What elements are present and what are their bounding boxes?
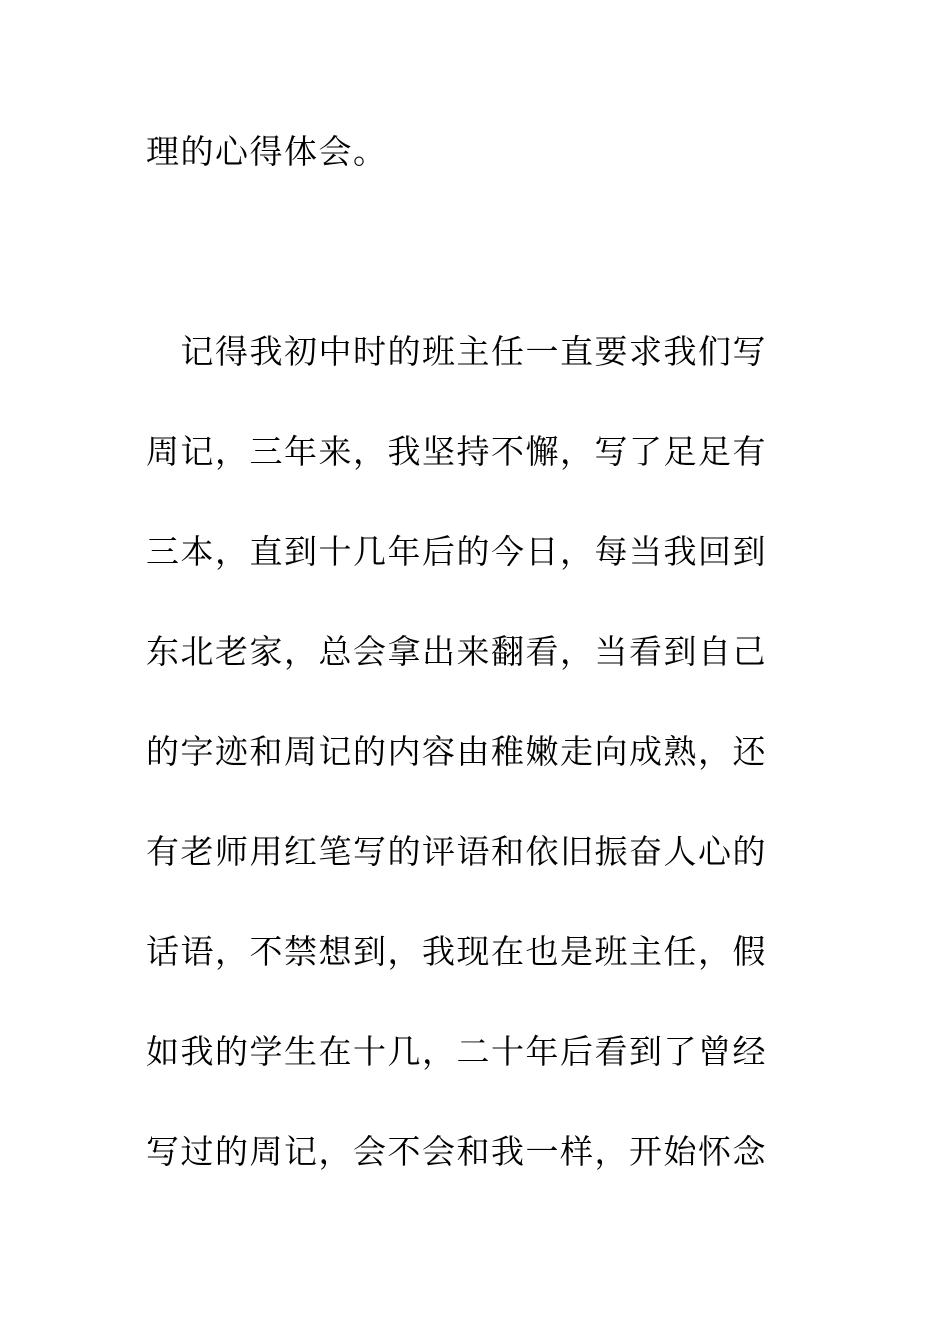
text-line: 如我的学生在十几，二十年后看到了曾经 — [146, 1032, 767, 1071]
text-line: 三本，直到十几年后的今日，每当我回到 — [146, 532, 767, 571]
text-line: 周记，三年来，我坚持不懈，写了足足有 — [146, 432, 767, 471]
text-line: 的字迹和周记的内容由稚嫩走向成熟，还 — [146, 732, 767, 771]
text-line: 写过的周记，会不会和我一样，开始怀念 — [146, 1132, 767, 1171]
text-line: 话语，不禁想到，我现在也是班主任，假 — [146, 932, 767, 971]
text-line: 东北老家，总会拿出来翻看，当看到自己 — [146, 632, 767, 671]
text-line: 理的心得体会。 — [146, 132, 388, 171]
paragraph-first-line: 记得我初中时的班主任一直要求我们写 — [146, 332, 767, 371]
text-line: 有老师用红笔写的评语和依旧振奋人心的 — [146, 832, 767, 871]
